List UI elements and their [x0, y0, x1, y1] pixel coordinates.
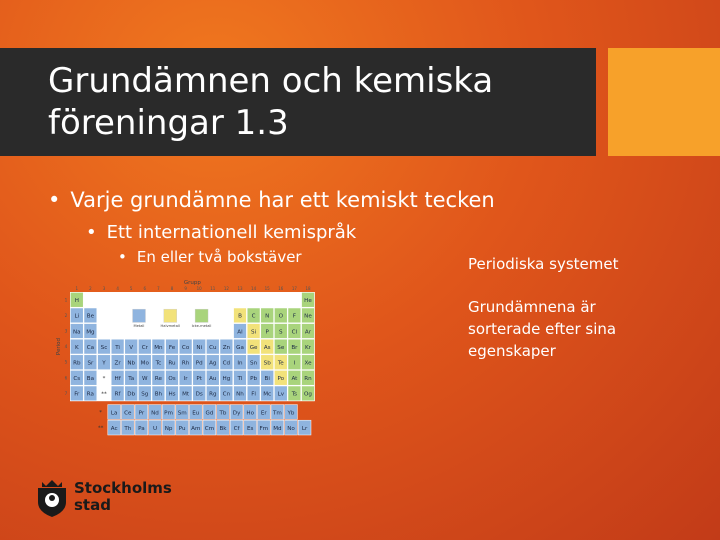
- element-symbol: Lv: [277, 391, 285, 398]
- element-symbol: Rn: [304, 376, 312, 383]
- element-symbol: Es: [246, 425, 254, 432]
- element-symbol: Hf: [114, 376, 121, 383]
- series-marker: *: [102, 375, 106, 382]
- group-number: 16: [278, 286, 284, 291]
- element-symbol: Cs: [73, 376, 81, 383]
- element-symbol: Hs: [168, 391, 176, 398]
- group-number: 6: [143, 286, 147, 291]
- element-symbol: Ga: [236, 344, 244, 351]
- element-symbol: Dy: [232, 410, 241, 417]
- bullet-level-2: [86, 222, 356, 243]
- group-number: 2: [89, 286, 92, 291]
- element-symbol: K: [74, 344, 79, 351]
- element-symbol: Cr: [141, 344, 148, 351]
- period-number: 5: [64, 359, 68, 365]
- element-symbol: Rh: [181, 360, 190, 367]
- element-symbol: Yb: [287, 410, 295, 417]
- element-symbol: Md: [273, 425, 282, 432]
- element-symbol: Tl: [237, 376, 243, 383]
- element-symbol: Mo: [140, 360, 149, 367]
- element-symbol: Au: [209, 376, 217, 383]
- element-symbol: Nb: [127, 360, 136, 367]
- element-symbol: Be: [86, 313, 95, 320]
- element-symbol: Nh: [236, 391, 244, 398]
- legend-swatch: [195, 309, 208, 322]
- element-symbol: Cu: [209, 344, 217, 351]
- element-symbol: V: [129, 344, 134, 351]
- element-symbol: Ba: [86, 376, 95, 383]
- element-symbol: I: [293, 360, 296, 367]
- element-symbol: Th: [124, 425, 132, 432]
- element-symbol: W: [142, 376, 148, 383]
- element-symbol: In: [237, 360, 243, 367]
- group-number: 8: [170, 286, 174, 291]
- element-symbol: Ru: [168, 360, 176, 367]
- element-symbol: Ge: [249, 344, 258, 351]
- element-symbol: P: [265, 329, 269, 336]
- group-number: 10: [196, 286, 202, 291]
- element-symbol: Og: [304, 391, 312, 398]
- element-symbol: Cm: [204, 425, 215, 432]
- element-symbol: La: [110, 410, 118, 417]
- group-number: 12: [223, 286, 229, 291]
- element-symbol: Na: [72, 329, 81, 336]
- bullet-level-3-text: En eller två bokstäver: [136, 248, 302, 266]
- element-symbol: Mc: [263, 391, 272, 398]
- period-label: Period: [56, 338, 62, 356]
- group-number: 5: [129, 286, 133, 291]
- group-number: 7: [157, 286, 160, 291]
- element-symbol: Nd: [151, 410, 159, 417]
- period-number: 4: [64, 344, 68, 350]
- element-symbol: No: [287, 425, 295, 432]
- element-symbol: Cd: [222, 360, 231, 367]
- element-symbol: Bh: [154, 391, 163, 398]
- group-number: 15: [264, 286, 270, 291]
- element-symbol: C: [251, 313, 256, 320]
- element-symbol: Bk: [219, 425, 227, 432]
- element-symbol: Cl: [291, 329, 298, 336]
- group-number: 11: [210, 286, 216, 291]
- stockholm-logo: [36, 478, 172, 520]
- element-symbol: Mn: [154, 344, 163, 351]
- element-symbol: Os: [168, 376, 176, 383]
- period-number: 1: [64, 297, 68, 303]
- element-symbol: Ts: [291, 391, 298, 398]
- element-symbol: Cn: [222, 391, 231, 398]
- element-symbol: Co: [181, 344, 190, 351]
- element-symbol: Ir: [183, 376, 188, 383]
- element-symbol: Np: [164, 425, 173, 432]
- group-number: 1: [75, 286, 79, 291]
- bullet-dot-icon: •: [86, 222, 97, 243]
- legend-swatch: [133, 309, 146, 322]
- legend-label: Metall: [133, 324, 145, 329]
- element-symbol: Rb: [73, 360, 81, 367]
- group-number: 14: [251, 286, 257, 291]
- group-number: 18: [305, 286, 311, 291]
- element-symbol: Hg: [222, 376, 231, 383]
- bullet-dot-icon: •: [48, 188, 61, 212]
- logo-line-2: stad: [74, 496, 111, 514]
- element-symbol: Pr: [138, 410, 145, 417]
- element-symbol: Ce: [124, 410, 132, 417]
- element-symbol: Er: [260, 410, 267, 417]
- period-number: 3: [64, 328, 68, 334]
- period-number: 7: [64, 390, 68, 396]
- element-symbol: He: [304, 298, 312, 305]
- element-symbol: Pt: [196, 376, 202, 383]
- accent-block: [608, 48, 720, 156]
- element-symbol: Sg: [141, 391, 149, 398]
- element-symbol: O: [278, 313, 284, 320]
- series-marker: **: [97, 425, 104, 432]
- element-symbol: Ne: [304, 313, 312, 320]
- element-symbol: Tc: [155, 360, 162, 367]
- bullet-level-1: [48, 188, 495, 212]
- side-label: Periodiska systemet: [468, 255, 619, 273]
- series-marker: *: [99, 410, 102, 416]
- element-symbol: Al: [237, 329, 243, 336]
- element-symbol: Ca: [86, 344, 95, 351]
- element-symbol: Fl: [251, 391, 256, 398]
- legend-swatch: [164, 309, 177, 322]
- group-number: 9: [184, 286, 187, 291]
- element-symbol: Se: [277, 344, 285, 351]
- group-label: Grupp: [183, 280, 201, 286]
- element-symbol: Sn: [250, 360, 258, 367]
- bullet-level-2-text: Ett internationell kemispråk: [106, 222, 357, 243]
- element-symbol: At: [291, 376, 298, 383]
- legend-label: Halvmetall: [160, 324, 180, 329]
- element-symbol: Mg: [86, 329, 95, 336]
- element-symbol: H: [74, 298, 79, 305]
- element-symbol: Ni: [196, 344, 203, 351]
- element-symbol: Pd: [195, 360, 203, 367]
- element-symbol: Lr: [301, 425, 308, 432]
- element-symbol: Bi: [264, 376, 270, 383]
- element-symbol: Pm: [164, 410, 174, 417]
- group-number: 3: [102, 286, 106, 291]
- side-text: Grundämnena är sorterade efter sina egenskaper: [468, 298, 617, 360]
- element-symbol: Zn: [222, 344, 231, 351]
- element-symbol: Sb: [263, 360, 271, 367]
- element-symbol: Rf: [114, 391, 121, 398]
- crown-shield-icon: [36, 478, 68, 518]
- group-number: 13: [237, 286, 243, 291]
- element-symbol: Fm: [259, 425, 269, 432]
- element-symbol: Am: [191, 425, 201, 432]
- element-symbol: Gd: [205, 410, 214, 417]
- element-symbol: Ds: [195, 391, 203, 398]
- element-symbol: S: [279, 329, 283, 336]
- element-symbol: Kr: [305, 344, 311, 351]
- period-number: 6: [64, 375, 68, 381]
- bullet-level-1-text: Varje grundämne har ett kemiskt tecken: [70, 188, 495, 212]
- group-number: 17: [291, 286, 297, 291]
- logo-line-1: Stockholms: [74, 479, 172, 497]
- element-symbol: Sm: [177, 410, 187, 417]
- element-symbol: Ac: [110, 425, 118, 432]
- element-symbol: Ta: [128, 376, 135, 383]
- bullet-dot-icon: •: [118, 248, 127, 266]
- element-symbol: Te: [277, 360, 284, 367]
- element-symbol: Pb: [250, 376, 258, 383]
- element-symbol: Re: [154, 376, 162, 383]
- element-symbol: Fr: [74, 391, 80, 398]
- period-number: 2: [64, 312, 68, 318]
- element-symbol: Ar: [304, 329, 312, 336]
- series-marker: **: [101, 391, 107, 398]
- legend-label: Icke-metall: [191, 324, 212, 329]
- element-symbol: Pa: [138, 425, 145, 432]
- element-symbol: Ti: [115, 344, 121, 351]
- element-symbol: Pu: [178, 425, 186, 432]
- element-symbol: Eu: [192, 410, 200, 417]
- periodic-table: [56, 278, 320, 448]
- group-number: 4: [116, 286, 119, 291]
- element-symbol: N: [265, 313, 270, 320]
- element-symbol: As: [263, 344, 271, 351]
- element-symbol: Ho: [246, 410, 255, 417]
- bullet-level-3: [118, 248, 302, 266]
- element-symbol: Db: [127, 391, 136, 398]
- element-symbol: Xe: [304, 360, 312, 367]
- element-symbol: Sr: [87, 360, 94, 367]
- element-symbol: Y: [102, 360, 106, 367]
- element-symbol: F: [292, 313, 297, 320]
- element-symbol: Cf: [233, 425, 240, 432]
- element-symbol: U: [152, 425, 158, 432]
- slide-title: Grundämnen och kemiska föreningar 1.3: [48, 61, 494, 143]
- element-symbol: Tm: [272, 410, 282, 417]
- element-symbol: Po: [277, 376, 285, 383]
- element-symbol: Zr: [114, 360, 121, 367]
- element-symbol: Si: [251, 329, 257, 336]
- element-symbol: Li: [74, 313, 80, 320]
- element-symbol: Ra: [86, 391, 95, 398]
- element-symbol: Fe: [168, 344, 176, 351]
- element-symbol: Br: [291, 344, 298, 351]
- element-symbol: Rg: [209, 391, 217, 398]
- element-symbol: Mt: [182, 391, 190, 398]
- element-symbol: Ag: [209, 360, 217, 367]
- element-symbol: Tb: [219, 410, 227, 417]
- element-symbol: B: [238, 313, 242, 320]
- element-symbol: Sc: [100, 344, 108, 351]
